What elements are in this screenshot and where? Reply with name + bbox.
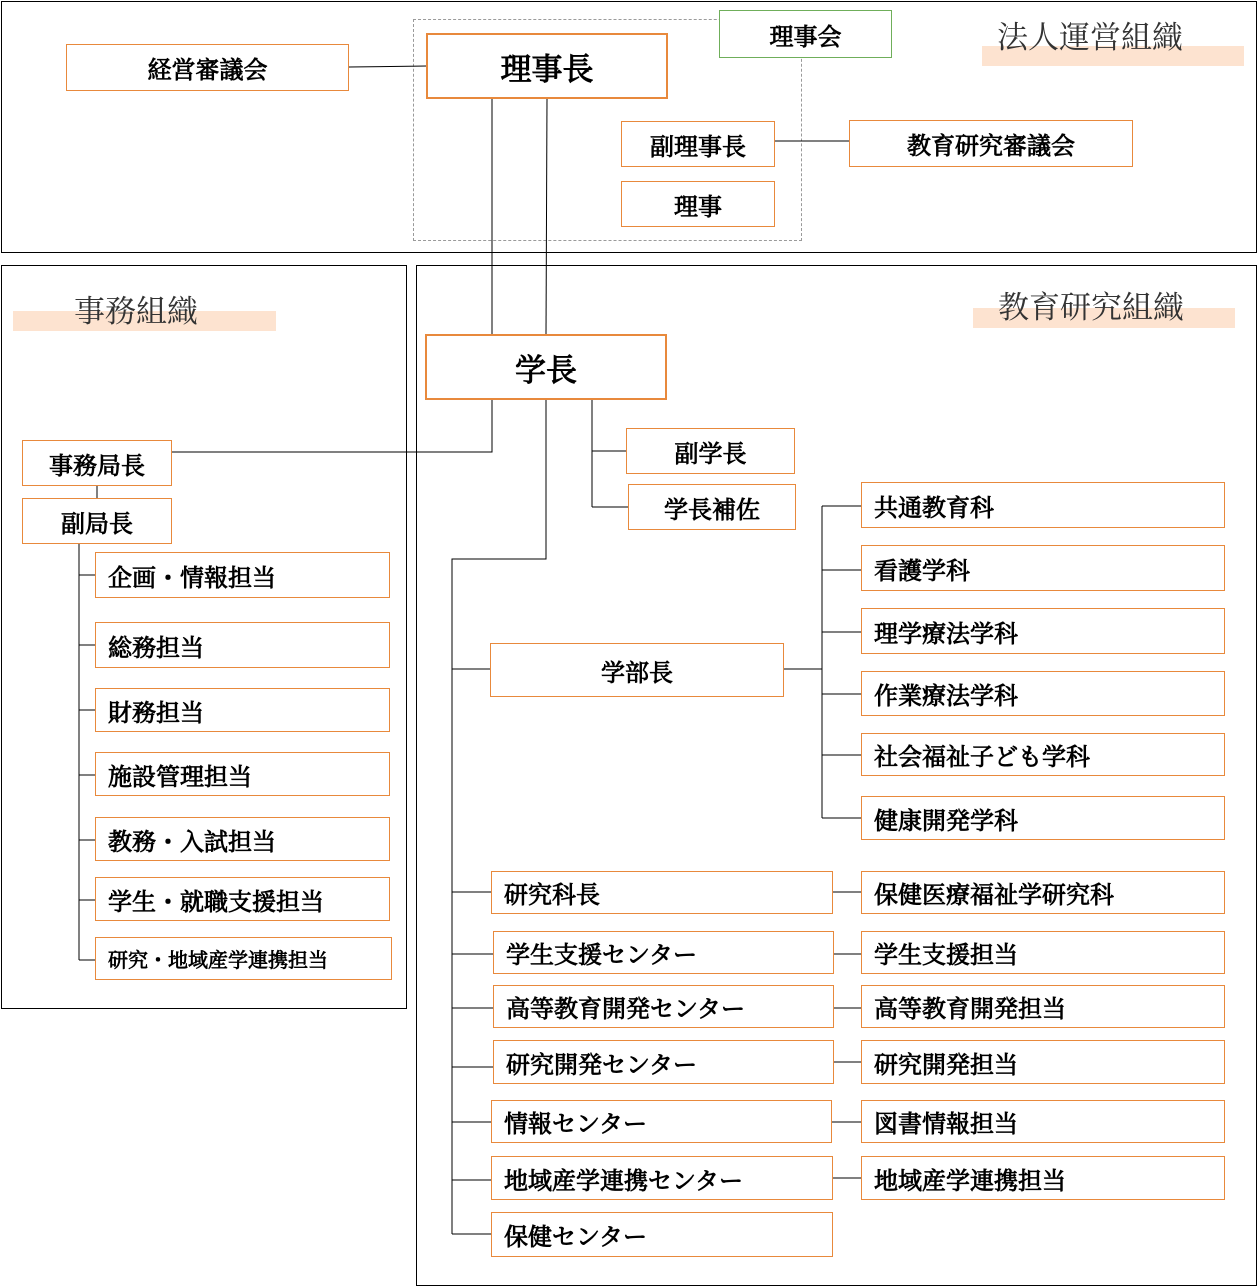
- secretary-general-box: 事務局長: [22, 440, 172, 486]
- center-information: 情報センター: [491, 1100, 832, 1143]
- director-box: 理事: [621, 181, 775, 227]
- office-unit-planning: 企画・情報担当: [95, 552, 390, 598]
- office-unit-finance: 財務担当: [95, 688, 390, 732]
- unit-library-information: 図書情報担当: [861, 1100, 1225, 1143]
- unit-student-support: 学生支援担当: [861, 931, 1225, 974]
- center-research-development: 研究開発センター: [493, 1040, 834, 1084]
- management-council-box: 経営審議会: [66, 44, 349, 91]
- center-health: 保健センター: [491, 1212, 833, 1257]
- department-occupational-therapy: 作業療法学科: [861, 671, 1225, 716]
- department-general-education: 共通教育科: [861, 482, 1225, 528]
- president-box: 学長: [425, 334, 667, 400]
- department-social-welfare-child: 社会福祉子ども学科: [861, 733, 1225, 776]
- board-box: 理事会: [719, 10, 892, 58]
- center-graduate-school-dean: 研究科長: [491, 871, 833, 914]
- vice-president-box: 副学長: [626, 428, 795, 474]
- office-unit-student-career: 学生・就職支援担当: [95, 877, 390, 921]
- chairman-box: 理事長: [426, 33, 668, 99]
- department-health-development: 健康開発学科: [861, 796, 1225, 840]
- center-regional-collaboration: 地域産学連携センター: [491, 1156, 833, 1200]
- department-physical-therapy: 理学療法学科: [861, 608, 1225, 654]
- office-unit-facilities: 施設管理担当: [95, 752, 390, 796]
- office-section-title: 事務組織: [74, 294, 198, 330]
- deputy-box: 副局長: [22, 498, 172, 544]
- vice-chairman-box: 副理事長: [621, 121, 775, 167]
- education-section-title: 教育研究組織: [998, 290, 1184, 326]
- dean-box: 学部長: [490, 643, 784, 697]
- unit-higher-education: 高等教育開発担当: [861, 985, 1225, 1028]
- office-unit-academic-admissions: 教務・入試担当: [95, 817, 390, 861]
- office-unit-research-collaboration: 研究・地域産学連携担当: [95, 937, 392, 980]
- president-assistant-box: 学長補佐: [628, 484, 796, 530]
- unit-graduate-school: 保健医療福祉学研究科: [861, 871, 1225, 914]
- unit-research-development: 研究開発担当: [861, 1040, 1225, 1084]
- unit-regional-collaboration: 地域産学連携担当: [861, 1156, 1225, 1200]
- edu-research-council-box: 教育研究審議会: [849, 120, 1133, 167]
- center-higher-education: 高等教育開発センター: [493, 985, 834, 1028]
- department-nursing: 看護学科: [861, 545, 1225, 591]
- office-unit-general-affairs: 総務担当: [95, 622, 390, 668]
- corporate-section-title: 法人運営組織: [997, 20, 1183, 56]
- center-student-support: 学生支援センター: [493, 931, 834, 974]
